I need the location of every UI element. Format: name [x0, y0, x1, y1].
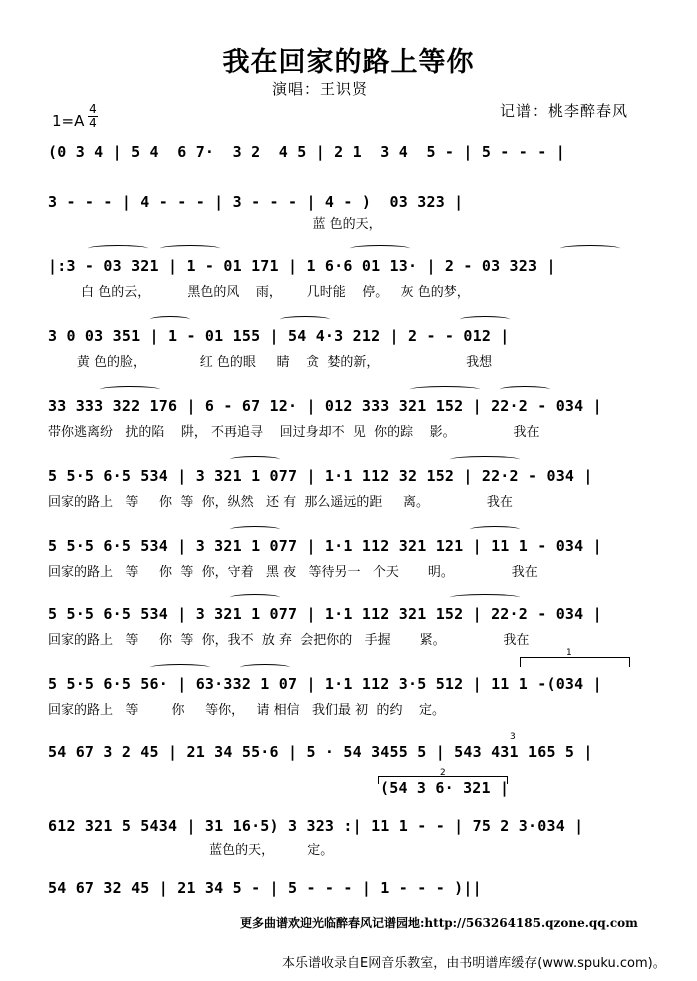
lyrics-system-11: 蓝色的天， 定。 — [48, 843, 334, 858]
time-signature-bottom: 4 — [89, 116, 97, 130]
slur — [160, 245, 220, 252]
arranger-credit: 记谱：桃李醉春风 — [500, 102, 629, 120]
volta-bracket-1 — [520, 657, 630, 667]
notation-system-10: 54 67 3 2 45 | 21 34 55·6 | 5 · 54 3455 5 | 543 431 165 5 | — [48, 743, 593, 761]
lyrics-system-3: 白 色的云， 黑色的风 雨， 几时能 停。 灰 色的梦， — [48, 285, 470, 300]
singer-credit: 演唱：王识贤 — [272, 80, 369, 98]
time-signature — [88, 104, 98, 129]
lyrics-system-2: 蓝 色的天， — [48, 217, 382, 232]
key-signature: 1=A — [52, 112, 85, 130]
notation-system-4: 3 0 03 351 | 1 - 01 155 | 54 4·3 212 | 2 - - 012 | — [48, 327, 510, 345]
lyrics-system-7: 回家的路上 等 你 等 你，守着 黑 夜 等待另一 个天 明。 我在 — [48, 565, 538, 580]
notation-system-2: 3 - - - | 4 - - - | 3 - - - | 4 - ) 03 323 | — [48, 193, 464, 211]
footer-link-text: 更多曲谱欢迎光临醉春风记谱园地:http://563264185.qzone.qq.com — [240, 916, 638, 930]
notation-system-3: |:3 - 03 321 | 1 - 01 171 | 1 6·6 01 13· | 2 - 03 323 | — [48, 257, 556, 275]
lyrics-system-6: 回家的路上 等 你 等 你，纵然 还 有 那么遥远的距 离。 我在 — [48, 495, 513, 510]
slur — [350, 245, 410, 252]
notation-system-5: 33 333 322 176 | 6 - 67 12· | 012 333 321 152 | 22·2 - 034 | — [48, 397, 602, 415]
notation-system-8: 5 5·5 6·5 534 | 3 321 1 077 | 1·1 112 321 152 | 22·2 - 034 | — [48, 605, 602, 623]
notation-system-1: (0 3 4 | 5 4 6 7· 3 2 4 5 | 2 1 3 4 5 - | 5 - - - | — [48, 143, 565, 161]
slur — [280, 316, 330, 323]
slur — [100, 386, 160, 393]
slur — [240, 664, 290, 671]
slur — [230, 526, 280, 533]
slur — [150, 664, 210, 671]
slur — [150, 316, 190, 323]
slur — [410, 386, 480, 393]
time-signature-top: 4 — [89, 102, 97, 116]
notation-system-7: 5 5·5 6·5 534 | 3 321 1 077 | 1·1 112 321 121 | 11 1 - 034 | — [48, 537, 602, 555]
footer-source-text: 本乐谱收录自E网音乐教室，由书明谱库缓存(www.spuku.com)。 — [282, 956, 666, 971]
slur — [88, 245, 148, 252]
triplet-number: 3 — [510, 732, 516, 742]
slur — [470, 526, 520, 533]
volta-number-1: 1 — [566, 648, 572, 658]
volta-number-2: 2 — [440, 768, 446, 778]
slur — [230, 594, 280, 601]
slur — [560, 245, 620, 252]
lyrics-system-5: 带你逃离纷 扰的陷 阱， 不再追寻 回过身却不 见 你的踪 影。 我在 — [48, 425, 540, 440]
notation-system-11: 612 321 5 5434 | 31 16·5) 3 323 :| 11 1 - - | 75 2 3·034 | — [48, 817, 584, 835]
notation-system-6: 5 5·5 6·5 534 | 3 321 1 077 | 1·1 112 32 152 | 22·2 - 034 | — [48, 467, 593, 485]
slur — [500, 386, 550, 393]
notation-system-12: 54 67 32 45 | 21 34 5 - | 5 - - - | 1 - - - )|| — [48, 879, 482, 897]
slur — [450, 456, 520, 463]
lyrics-system-4: 黄 色的脸， 红 色的眼 睛 贪 婪的新， 我想 — [48, 355, 493, 370]
song-title: 我在回家的路上等你 — [222, 47, 475, 78]
slur — [230, 456, 280, 463]
slur — [450, 594, 520, 601]
notation-system-9: 5 5·5 6·5 56· | 63·332 1 07 | 1·1 112 3·5 512 | 11 1 -(034 | — [48, 675, 602, 693]
slur — [460, 316, 510, 323]
lyrics-system-8: 回家的路上 等 你 等 你，我不 放 弃 会把你的 手握 紧。 我在 — [48, 633, 530, 648]
lyrics-system-9: 回家的路上 等 你 等你， 请 相信 我们最 初 的约 定。 — [48, 703, 445, 718]
notation-system-10b: (54 3 6· 321 | — [380, 779, 510, 797]
